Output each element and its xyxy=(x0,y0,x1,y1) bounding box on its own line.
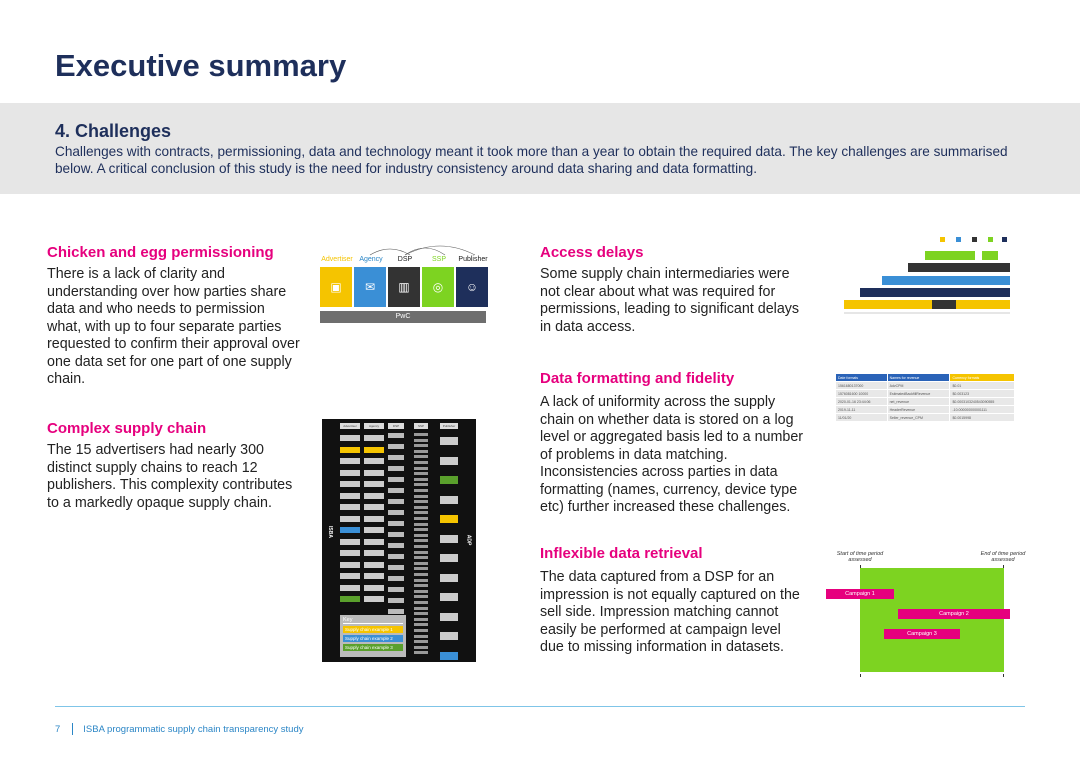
supply-chain-ssp-cell xyxy=(414,500,428,503)
supply-chain-advertiser-cell xyxy=(340,470,360,476)
supply-chain-dsp-cell xyxy=(388,587,404,592)
data-retrieval-section xyxy=(540,545,805,657)
supply-chain-agency-cell xyxy=(364,470,384,476)
supply-chain-dsp-cell xyxy=(388,598,404,603)
supply-chain-ssp-cell xyxy=(414,455,428,458)
supply-chain-advertiser-cell xyxy=(340,596,360,602)
supply-chain-advertiser-cell xyxy=(340,435,360,441)
supply-chain-ssp-cell xyxy=(414,584,428,587)
supply-chain-advertiser-cell xyxy=(340,516,360,522)
supply-chain-dsp-cell xyxy=(388,565,404,570)
supply-chain-publisher-cell xyxy=(440,554,458,562)
table-row xyxy=(836,390,1015,398)
supply-chain-ssp-cell xyxy=(414,528,428,531)
supply-chain-publisher-cell xyxy=(440,476,458,484)
table-cell: $0.01 xyxy=(950,382,1015,390)
supply-chain-ssp-cell xyxy=(414,439,428,442)
timeline-legend xyxy=(940,236,1010,244)
campaign-1-bar: Campaign 1 xyxy=(826,589,894,599)
supply-chain-ssp-cell xyxy=(414,495,428,498)
supply-chain-dsp-cell xyxy=(388,477,404,482)
table-cell: EstimatedBackfillRevenue xyxy=(887,390,950,398)
chicken-egg-section xyxy=(47,244,302,389)
supply-chain-agency-cell xyxy=(364,516,384,522)
supply-chain-dsp-cell xyxy=(388,532,404,537)
supply-chain-ssp-cell xyxy=(414,651,428,654)
footer-separator xyxy=(72,723,73,735)
supply-chain-header: DSP xyxy=(388,423,404,429)
supply-chain-ssp-cell xyxy=(414,623,428,626)
supply-chain-agency-cell xyxy=(364,458,384,464)
supply-chain-ssp-cell xyxy=(414,517,428,520)
supply-chain-dsp-cell xyxy=(388,444,404,449)
table-cell: 2019-11-11 xyxy=(836,406,888,414)
supply-chain-diagram xyxy=(322,419,476,662)
page-number: 7 xyxy=(55,723,61,735)
data-retrieval-title: Inflexible data retrieval xyxy=(540,545,703,562)
party-label-agency: Agency xyxy=(359,256,383,263)
supply-chain-ssp-cell xyxy=(414,472,428,475)
supply-chain-dsp-cell xyxy=(388,510,404,515)
supply-chain-header: Agency xyxy=(364,423,384,429)
supply-chain-advertiser-cell xyxy=(340,458,360,464)
supply-chain-ssp-cell xyxy=(414,511,428,514)
supply-chain-ssp-cell xyxy=(414,607,428,610)
supply-chain-ssp-cell xyxy=(414,618,428,621)
supply-chain-agency-cell xyxy=(364,527,384,533)
supply-chain-ssp-cell xyxy=(414,478,428,481)
supply-chain-advertiser-cell xyxy=(340,481,360,487)
supply-chain-agency-cell xyxy=(364,585,384,591)
table-header: Date formats xyxy=(836,374,888,382)
supply-chain-publisher-cell xyxy=(440,496,458,504)
supply-chain-advertiser-cell xyxy=(340,539,360,545)
supply-chain-agency-cell xyxy=(364,504,384,510)
data-retrieval-body: The data captured from a DSP for an impression is not equally captured on the sell side. Impression matching cannot easily be performed at campaign level due to missing information in datasets. xyxy=(540,569,800,655)
party-labels xyxy=(320,256,492,263)
assessment-period-area xyxy=(860,568,1004,672)
table-row xyxy=(836,398,1015,406)
publisher-icon: ☺ xyxy=(456,267,488,307)
supply-chain-ssp-cell xyxy=(414,450,428,453)
supply-chain-ssp-cell xyxy=(414,601,428,604)
supply-chain-advertiser-cell xyxy=(340,527,360,533)
supply-chain-publisher-cell xyxy=(440,613,458,621)
supply-chain-ssp-cell xyxy=(414,534,428,537)
supply-chain-advertiser-cell xyxy=(340,573,360,579)
supply-chain-advertiser-cell xyxy=(340,447,360,453)
supply-chain-ssp-cell xyxy=(414,489,428,492)
supply-chain-header: Publisher xyxy=(440,423,458,429)
table-cell: $0.0003103240543090555 xyxy=(950,398,1015,406)
supply-chain-ssp-cell xyxy=(414,562,428,565)
supply-chain-ssp-cell xyxy=(414,461,428,464)
timeline-bar-dsp xyxy=(908,263,1010,272)
party-label-dsp: DSP xyxy=(397,256,413,263)
supply-chain-advertiser-cell xyxy=(340,585,360,591)
supply-chain-agency-cell xyxy=(364,435,384,441)
supply-chain-ssp-cell xyxy=(414,506,428,509)
supply-chain-agency-cell xyxy=(364,493,384,499)
ssp-icon: ◎ xyxy=(422,267,454,307)
supply-chain-advertiser-cell xyxy=(340,493,360,499)
supply-chain-agency-cell xyxy=(364,539,384,545)
supply-chain-advertiser-cell xyxy=(340,504,360,510)
supply-chain-ssp-cell xyxy=(414,567,428,570)
data-format-table xyxy=(835,373,1015,422)
key-item-3: Supply chain example 3 xyxy=(343,644,403,651)
access-delays-body: Some supply chain intermediaries were not clear about what was required for permissions, leading to significant delays in data access. xyxy=(540,266,800,335)
chicken-egg-title: Chicken and egg permissioning xyxy=(47,244,274,261)
supply-chain-ssp-cell xyxy=(414,433,428,436)
supply-chain-publisher-cell xyxy=(440,457,458,465)
key-item-1: Supply chain example 1 xyxy=(343,626,403,633)
supply-chain-ssp-cell xyxy=(414,551,428,554)
agency-icon: ✉ xyxy=(354,267,386,307)
pwc-bar: PwC xyxy=(320,311,486,323)
section-heading: 4. Challenges xyxy=(55,121,172,141)
supply-chain-ssp-cell xyxy=(414,545,428,548)
page-title: Executive summary xyxy=(55,48,347,83)
access-delays-section xyxy=(540,244,805,336)
supply-chain-ssp-cell xyxy=(414,573,428,576)
table-header: Names for revenue xyxy=(887,374,950,382)
supply-chain-ssp-cell xyxy=(414,595,428,598)
timeline-bar-publisher xyxy=(860,288,1010,297)
party-label-ssp: SSP xyxy=(431,256,446,263)
footer xyxy=(55,723,304,735)
supply-chain-dsp-cell xyxy=(388,543,404,548)
supply-chain-agency-cell xyxy=(364,573,384,579)
isba-side-label: ISBA xyxy=(326,526,333,538)
supply-chain-dsp-cell xyxy=(388,609,404,614)
supply-chain-agency-cell xyxy=(364,447,384,453)
timeline-bar-advertiser xyxy=(844,300,1010,309)
supply-chain-publisher-cell xyxy=(440,437,458,445)
supply-chain-ssp-cell xyxy=(414,590,428,593)
campaign-2-bar: Campaign 2 xyxy=(898,609,1010,619)
data-formatting-body: A lack of uniformity across the supply chain on whether data is stored on a log level or aggregated basis led to a number of problems in data matching. Inconsistencies across parties in data formatting (names, currency, device type etc) further increased these challenges. xyxy=(540,394,804,515)
section-intro: Challenges with contracts, permissioning, data and technology meant it took more than a year to obtain the required data. The key challenges are summarised below. A critical conclusion of this study is the need for industry consistency around data sharing and data formatting. xyxy=(55,144,1008,176)
timeline-axis xyxy=(840,312,1020,332)
timeline-bar-ssp-2 xyxy=(982,251,998,260)
table-cell: Seller_revenue_CPM xyxy=(887,414,950,422)
supply-chain-ssp-cell xyxy=(414,444,428,447)
supply-chain-publisher-cell xyxy=(440,515,458,523)
party-label-advertiser: Advertiser xyxy=(321,256,353,263)
supply-chain-agency-cell xyxy=(364,550,384,556)
table-row xyxy=(836,414,1015,422)
supply-chain-header: Advertiser xyxy=(340,423,360,429)
supply-chain-advertiser-cell xyxy=(340,550,360,556)
supply-chain-ssp-cell xyxy=(414,635,428,638)
supply-chain-dsp-cell xyxy=(388,455,404,460)
chicken-egg-body: There is a lack of clarity and understanding over how parties share data and who needs to permission what, with up to four separate parties requested to confirm their approval over one data set for one part of one supply chain. xyxy=(47,266,300,387)
timeline-bar-ssp xyxy=(925,251,975,260)
complex-supply-chain-title: Complex supply chain xyxy=(47,420,207,437)
supply-chain-dsp-cell xyxy=(388,521,404,526)
supply-chain-publisher-cell xyxy=(440,574,458,582)
supply-chain-header: SSP xyxy=(414,423,428,429)
footer-doc-title: ISBA programmatic supply chain transparency study xyxy=(83,723,304,735)
supply-chain-dsp-cell xyxy=(388,576,404,581)
complex-supply-chain-body: The 15 advertisers had nearly 300 distinct supply chains to reach 12 publishers. This complexity contributes to a markedly opaque supply chain. xyxy=(47,442,293,511)
access-delays-timeline xyxy=(840,234,1020,334)
campaign-3-bar: Campaign 3 xyxy=(884,629,960,639)
supply-chain-dsp-cell xyxy=(388,488,404,493)
supply-chain-dsp-cell xyxy=(388,433,404,438)
table-cell: -10.000000000001111 xyxy=(950,406,1015,414)
table-cell: 11/01/20 xyxy=(836,414,888,422)
table-cell: 1576081600 10000 xyxy=(836,390,888,398)
permission-arcs xyxy=(320,243,492,257)
table-header: Currency formats xyxy=(950,374,1015,382)
supply-chain-dsp-cell xyxy=(388,499,404,504)
supply-chain-agency-cell xyxy=(364,481,384,487)
supply-chain-agency-cell xyxy=(364,562,384,568)
footer-divider xyxy=(55,706,1025,707)
table-cell: $0.003123 xyxy=(950,390,1015,398)
supply-chain-advertiser-cell xyxy=(340,562,360,568)
party-boxes xyxy=(320,267,488,307)
key-title: Key xyxy=(343,617,403,624)
supply-chain-publisher-cell xyxy=(440,535,458,543)
permissioning-diagram xyxy=(320,243,492,325)
timeline-bar-agency xyxy=(882,276,1010,285)
complex-supply-chain-section xyxy=(47,420,302,512)
supply-chain-publisher-cell xyxy=(440,632,458,640)
supply-chain-ssp-cell xyxy=(414,612,428,615)
data-formatting-title: Data formatting and fidelity xyxy=(540,370,735,387)
timeline-bar-overlap xyxy=(932,300,956,309)
supply-chain-ssp-cell xyxy=(414,579,428,582)
supply-chain-ssp-cell xyxy=(414,539,428,542)
table-cell: net_revenue xyxy=(887,398,950,406)
supply-chain-ssp-cell xyxy=(414,646,428,649)
table-cell: HeaderRevenue xyxy=(887,406,950,414)
party-label-publisher: Publisher xyxy=(458,256,488,263)
supply-chain-ssp-cell xyxy=(414,523,428,526)
supply-chain-dsp-cell xyxy=(388,554,404,559)
supply-chain-ssp-cell xyxy=(414,467,428,470)
table-row xyxy=(836,382,1015,390)
table-cell: 2020-01-16 23:44:06 xyxy=(836,398,888,406)
supply-chain-ssp-cell xyxy=(414,629,428,632)
data-formatting-section xyxy=(540,370,805,517)
adp-side-label: ADP xyxy=(465,534,472,546)
supply-chain-key xyxy=(340,615,406,657)
key-item-2: Supply chain example 2 xyxy=(343,635,403,642)
dsp-icon: ▥ xyxy=(388,267,420,307)
table-cell: AdvCPM xyxy=(887,382,950,390)
start-period-label: Start of time period assessed xyxy=(836,551,884,563)
challenges-banner xyxy=(0,103,1080,194)
supply-chain-agency-cell xyxy=(364,596,384,602)
supply-chain-ssp-cell xyxy=(414,640,428,643)
supply-chain-ssp-cell xyxy=(414,483,428,486)
supply-chain-publisher-cell xyxy=(440,652,458,660)
table-cell: 1561680137000 xyxy=(836,382,888,390)
access-delays-title: Access delays xyxy=(540,244,644,261)
supply-chain-ssp-cell xyxy=(414,556,428,559)
supply-chain-dsp-cell xyxy=(388,466,404,471)
table-row xyxy=(836,406,1015,414)
table-cell: $0.0015998 xyxy=(950,414,1015,422)
end-period-label: End of time period assessed xyxy=(980,551,1026,563)
supply-chain-publisher-cell xyxy=(440,593,458,601)
advertiser-icon: ▣ xyxy=(320,267,352,307)
